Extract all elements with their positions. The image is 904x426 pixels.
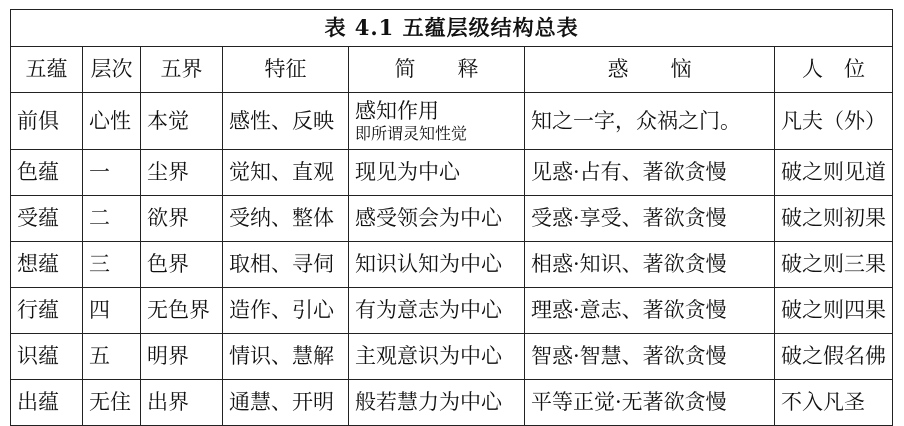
- header-cell: 五蕴: [11, 47, 83, 93]
- table-cell: 造作、引心: [223, 288, 349, 334]
- table-cell: 行蕴: [11, 288, 83, 334]
- header-cell: 人 位: [775, 47, 893, 93]
- table-cell: 心性: [83, 93, 141, 150]
- table-cell: 般若慧力为中心: [349, 380, 525, 426]
- cell-main-text: 感知作用: [355, 98, 439, 123]
- table-cell: 凡夫（外）: [775, 93, 893, 150]
- table-row: [11, 196, 893, 242]
- table-row: [11, 150, 893, 196]
- table-cell: 理惑·意志、著欲贪慢: [525, 288, 775, 334]
- table-cell: 主观意识为中心: [349, 334, 525, 380]
- table-cell: 有为意志为中心: [349, 288, 525, 334]
- table-cell: 现见为中心: [349, 150, 525, 196]
- table-cell: 知之一字，众祸之门。: [525, 93, 775, 150]
- table-cell: 取相、寻伺: [223, 242, 349, 288]
- table-row: [11, 334, 893, 380]
- header-cell: 五界: [141, 47, 223, 93]
- table-cell: 感性、反映: [223, 93, 349, 150]
- table-cell: 五: [83, 334, 141, 380]
- table-row: [11, 242, 893, 288]
- table-cell: 受惑·享受、著欲贪慢: [525, 196, 775, 242]
- five-aggregates-table: [10, 9, 893, 426]
- table-caption-row: [11, 10, 893, 47]
- table-cell: 智惑·智慧、著欲贪慢: [525, 334, 775, 380]
- table-cell: 尘界: [141, 150, 223, 196]
- cell-sub-text: 即所谓灵知性觉: [355, 123, 468, 143]
- table-cell: 不入凡圣: [775, 380, 893, 426]
- table-cell: 见惑·占有、著欲贪慢: [525, 150, 775, 196]
- table-cell: 通慧、开明: [223, 380, 349, 426]
- table-cell: 知识认知为中心: [349, 242, 525, 288]
- header-cell: 简 释: [349, 47, 525, 93]
- table-cell: 欲界: [141, 196, 223, 242]
- header-cell: 特征: [223, 47, 349, 93]
- table-row: [11, 380, 893, 426]
- table-cell: 前俱: [11, 93, 83, 150]
- table-cell: 明界: [141, 334, 223, 380]
- table-cell: 破之假名佛: [775, 334, 893, 380]
- table-row: [11, 288, 893, 334]
- table-cell: 受纳、整体: [223, 196, 349, 242]
- header-cell: 层次: [83, 47, 141, 93]
- table-cell: 本觉: [141, 93, 223, 150]
- table-cell: 出蕴: [11, 380, 83, 426]
- table-cell: 感受领会为中心: [349, 196, 525, 242]
- table-caption: 表 4.1 五蕴层级结构总表: [11, 10, 893, 47]
- table-cell: 三: [83, 242, 141, 288]
- table-header-row: [11, 47, 893, 93]
- table-cell: 无住: [83, 380, 141, 426]
- table-row: [11, 93, 893, 150]
- table-cell: 无色界: [141, 288, 223, 334]
- header-cell: 惑 恼: [525, 47, 775, 93]
- table-cell: 破之则四果: [775, 288, 893, 334]
- table-cell: 破之则三果: [775, 242, 893, 288]
- table-cell: 想蕴: [11, 242, 83, 288]
- table-cell: 破之则见道: [775, 150, 893, 196]
- table-cell: 出界: [141, 380, 223, 426]
- table-cell: 相惑·知识、著欲贪慢: [525, 242, 775, 288]
- table-cell: 觉知、直观: [223, 150, 349, 196]
- table-cell: 四: [83, 288, 141, 334]
- table-cell: 受蕴: [11, 196, 83, 242]
- table-cell: 识蕴: [11, 334, 83, 380]
- table-cell: 平等正觉·无著欲贪慢: [525, 380, 775, 426]
- table-cell: 色界: [141, 242, 223, 288]
- table-cell: [349, 93, 525, 150]
- table-cell: 一: [83, 150, 141, 196]
- table-cell: 色蕴: [11, 150, 83, 196]
- table-container: [10, 9, 892, 426]
- table-cell: 二: [83, 196, 141, 242]
- table-cell: 情识、慧解: [223, 334, 349, 380]
- table-cell: 破之则初果: [775, 196, 893, 242]
